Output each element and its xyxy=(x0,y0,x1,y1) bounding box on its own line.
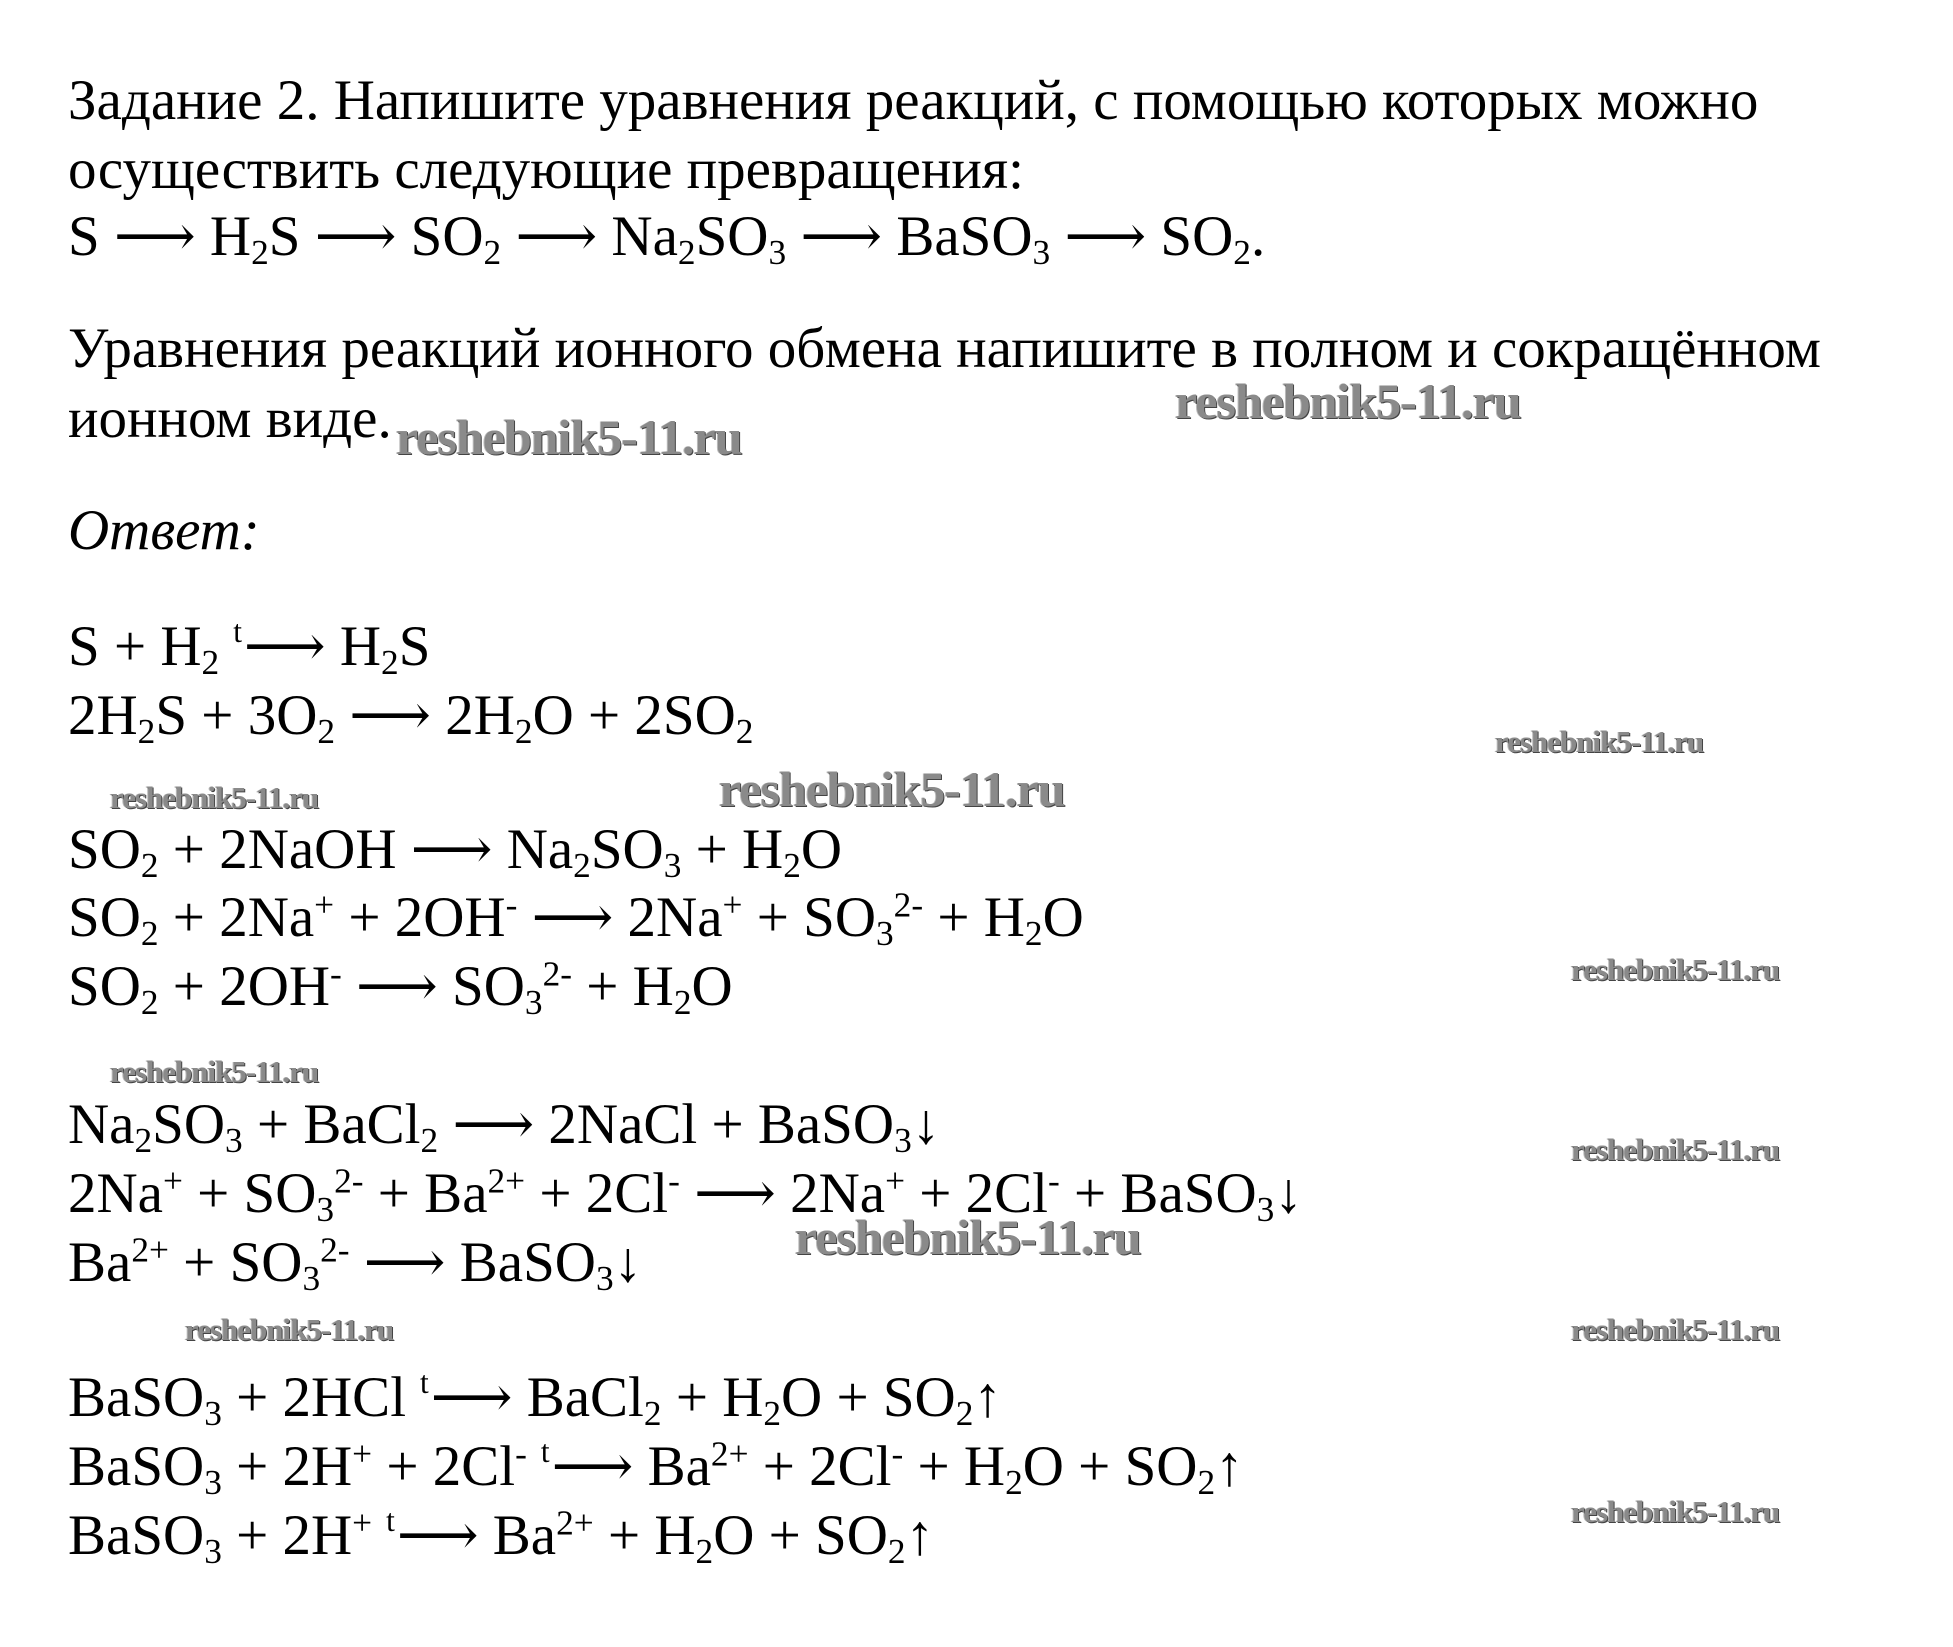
heating-mark: t xyxy=(540,1433,550,1469)
formula-text: ⟶ H xyxy=(243,615,382,678)
instruction-line-1: Уравнения реакций ионного обмена напишите в полном и сокращённом xyxy=(68,317,1821,380)
subscript: 3 xyxy=(316,1189,335,1229)
formula-text: ⟶ Ba xyxy=(551,1435,711,1498)
formula-text: SO xyxy=(590,818,664,881)
formula-text: ↑ xyxy=(905,1504,935,1567)
subscript: 2 xyxy=(887,1531,906,1571)
formula-text: ⟶ Ba xyxy=(396,1504,557,1567)
formula-text: S + 3O xyxy=(155,684,318,747)
formula-text: + 2Cl xyxy=(525,1162,669,1225)
formula-text: SO xyxy=(68,818,141,881)
formula-text: + H xyxy=(661,1366,764,1429)
subscript: 2 xyxy=(955,1393,974,1433)
formula-text: + 2OH xyxy=(158,955,331,1018)
formula-text: BaSO xyxy=(68,1366,205,1429)
formula-text: O + SO xyxy=(781,1366,956,1429)
formula-text: ↓ xyxy=(1274,1162,1303,1225)
subscript: 2 xyxy=(573,845,591,885)
superscript: + xyxy=(314,885,335,925)
formula-text: O + SO xyxy=(713,1504,888,1567)
formula-text: + 2Na xyxy=(158,886,315,949)
superscript: - xyxy=(515,1434,527,1474)
subscript: 2 xyxy=(695,1531,714,1571)
formula-text: + 2Cl xyxy=(372,1435,516,1498)
formula-text: BaSO xyxy=(68,1504,205,1567)
superscript: - xyxy=(1048,1161,1060,1201)
formula-text: SO xyxy=(695,205,769,268)
subscript: 2 xyxy=(1005,1462,1023,1502)
heating-mark: t xyxy=(420,1364,429,1400)
formula-text: . xyxy=(1250,205,1266,268)
formula-text: + 2NaOH ⟶ Na xyxy=(158,818,574,881)
watermark: reshebnik5-11.ru xyxy=(719,761,1065,817)
subscript: 2 xyxy=(201,642,220,682)
task-title-line-1: Задание 2. Напишите уравнения реакций, с помощью которых можно xyxy=(68,69,1759,132)
equation-1 xyxy=(68,613,431,682)
superscript: + xyxy=(885,1161,905,1201)
formula-text: SO xyxy=(152,1093,226,1156)
formula-text: SO xyxy=(68,886,141,949)
formula-text: + 2HCl xyxy=(221,1366,407,1429)
heating-mark: t xyxy=(386,1502,395,1538)
formula-text: + H xyxy=(572,955,674,1018)
subscript: 2 xyxy=(1233,232,1251,272)
subscript: 3 xyxy=(875,913,894,953)
formula-text: ⟶ SO xyxy=(1050,205,1234,268)
formula-text: O + 2SO xyxy=(532,684,736,747)
subscript: 2 xyxy=(514,711,533,751)
superscript: 2+ xyxy=(131,1230,169,1270)
formula-text: + H xyxy=(681,818,784,881)
subscript: 3 xyxy=(1032,232,1051,272)
subscript: 2 xyxy=(783,845,801,885)
subscript: 3 xyxy=(204,1462,222,1502)
formula-text: ⟶ 2Na xyxy=(679,1162,886,1225)
superscript: + xyxy=(162,1161,183,1201)
watermark: reshebnik5-11.ru xyxy=(185,1312,394,1347)
equation-6 xyxy=(68,1093,941,1160)
formula-text: S ⟶ H xyxy=(68,205,252,268)
formula-text: + 2OH xyxy=(334,886,506,949)
formula-text: + BaCl xyxy=(242,1093,421,1156)
formula-text: ↓ xyxy=(613,1231,643,1294)
watermark: reshebnik5-11.ru xyxy=(396,409,742,465)
subscript: 2 xyxy=(137,711,156,751)
formula-text: ↑ xyxy=(1215,1435,1244,1498)
formula-text: + SO xyxy=(168,1231,303,1294)
watermark: reshebnik5-11.ru xyxy=(110,780,319,815)
formula-text: S ⟶ SO xyxy=(268,205,484,268)
equation-5 xyxy=(68,954,733,1022)
subscript: 3 xyxy=(595,1258,614,1298)
superscript: + xyxy=(722,885,743,925)
superscript: 2- xyxy=(542,954,572,994)
subscript: 3 xyxy=(1256,1189,1275,1229)
subscript: 2 xyxy=(643,1393,662,1433)
subscript: 2 xyxy=(317,711,336,751)
subscript: 2 xyxy=(1197,1462,1216,1502)
formula-text: Ba xyxy=(68,1231,132,1294)
equation-11 xyxy=(68,1502,935,1571)
equation-9 xyxy=(68,1364,1002,1433)
subscript: 2 xyxy=(673,982,692,1022)
superscript: 2- xyxy=(893,885,924,925)
watermark: reshebnik5-11.ru xyxy=(795,1209,1141,1265)
formula-text: + BaSO xyxy=(1059,1162,1257,1225)
watermark: reshebnik5-11.ru xyxy=(110,1054,319,1089)
superscript: 2+ xyxy=(556,1503,594,1543)
formula-text: + H xyxy=(903,1435,1006,1498)
formula-text: ⟶ BaSO xyxy=(349,1231,596,1294)
watermark: reshebnik5-11.ru xyxy=(1571,952,1780,987)
superscript: - xyxy=(668,1161,680,1201)
formula-text: S + H xyxy=(68,615,202,678)
instruction-line-2: ионном виде. xyxy=(68,387,392,450)
subscript: 3 xyxy=(204,1393,222,1433)
formula-text: + 2H xyxy=(221,1504,353,1567)
superscript: - xyxy=(505,885,518,925)
formula-text: + 2H xyxy=(221,1435,353,1498)
formula-text: ⟶ SO xyxy=(341,955,525,1018)
superscript: - xyxy=(330,954,342,994)
transformation-chain xyxy=(68,205,1266,272)
formula-text: ⟶ 2H xyxy=(335,684,515,747)
formula-text: O xyxy=(691,955,733,1018)
formula-text: 2H xyxy=(68,684,138,747)
watermark: reshebnik5-11.ru xyxy=(1175,373,1521,429)
equation-10 xyxy=(68,1433,1244,1502)
equation-4 xyxy=(68,885,1084,953)
subscript: 3 xyxy=(894,1120,912,1160)
superscript: 2+ xyxy=(487,1161,526,1201)
equation-2 xyxy=(68,684,754,751)
equation-8 xyxy=(68,1230,643,1298)
formula-text: + 2Cl xyxy=(748,1435,892,1498)
subscript: 2 xyxy=(140,845,159,885)
subscript: 3 xyxy=(663,845,682,885)
formula-text: ↑ xyxy=(973,1366,1002,1429)
formula-text: SO xyxy=(68,955,141,1018)
subscript: 2 xyxy=(140,913,159,953)
answer-label: Ответ: xyxy=(68,499,260,562)
superscript: 2+ xyxy=(710,1434,749,1474)
subscript: 3 xyxy=(204,1531,222,1571)
formula-text: ⟶ BaSO xyxy=(786,205,1033,268)
watermark: reshebnik5-11.ru xyxy=(1571,1494,1780,1529)
subscript: 2 xyxy=(420,1120,439,1160)
equation-3 xyxy=(68,818,843,885)
subscript: 2 xyxy=(381,642,399,682)
formula-text: + 2Cl xyxy=(905,1162,1049,1225)
heating-mark: t xyxy=(233,613,242,649)
subscript: 3 xyxy=(225,1120,243,1160)
subscript: 2 xyxy=(483,232,502,272)
subscript: 3 xyxy=(302,1258,321,1298)
formula-text: S xyxy=(398,615,431,678)
task-title-line-2: осуществить следующие превращения: xyxy=(68,138,1024,201)
superscript: 2- xyxy=(320,1230,350,1270)
subscript: 2 xyxy=(251,232,269,272)
superscript: + xyxy=(352,1503,373,1543)
subscript: 2 xyxy=(735,711,754,751)
superscript: 2- xyxy=(334,1161,364,1201)
superscript: + xyxy=(352,1434,373,1474)
formula-text: ⟶ Na xyxy=(501,205,678,268)
formula-text: + SO xyxy=(742,886,876,949)
formula-text: ⟶ 2Na xyxy=(517,886,723,949)
formula-text: O + SO xyxy=(1022,1435,1198,1498)
formula-text: O xyxy=(1042,886,1084,949)
formula-text: + Ba xyxy=(363,1162,488,1225)
formula-text: + SO xyxy=(182,1162,317,1225)
subscript: 2 xyxy=(140,982,159,1022)
subscript: 3 xyxy=(524,982,543,1022)
subscript: 2 xyxy=(1024,913,1043,953)
superscript: - xyxy=(891,1434,904,1474)
subscript: 2 xyxy=(677,232,696,272)
subscript: 2 xyxy=(763,1393,782,1433)
subscript: 3 xyxy=(768,232,787,272)
watermark: reshebnik5-11.ru xyxy=(1571,1312,1780,1347)
watermark: reshebnik5-11.ru xyxy=(1495,724,1704,759)
formula-text: ⟶ BaCl xyxy=(430,1366,644,1429)
formula-text: 2Na xyxy=(68,1162,163,1225)
formula-text: Na xyxy=(68,1093,135,1156)
formula-text: + H xyxy=(923,886,1025,949)
formula-text: O xyxy=(800,818,843,881)
formula-text: ⟶ 2NaCl + BaSO xyxy=(438,1093,895,1156)
watermark: reshebnik5-11.ru xyxy=(1571,1132,1780,1167)
formula-text: ↓ xyxy=(911,1093,941,1156)
subscript: 2 xyxy=(134,1120,153,1160)
formula-text: + H xyxy=(593,1504,696,1567)
formula-text: BaSO xyxy=(68,1435,205,1498)
